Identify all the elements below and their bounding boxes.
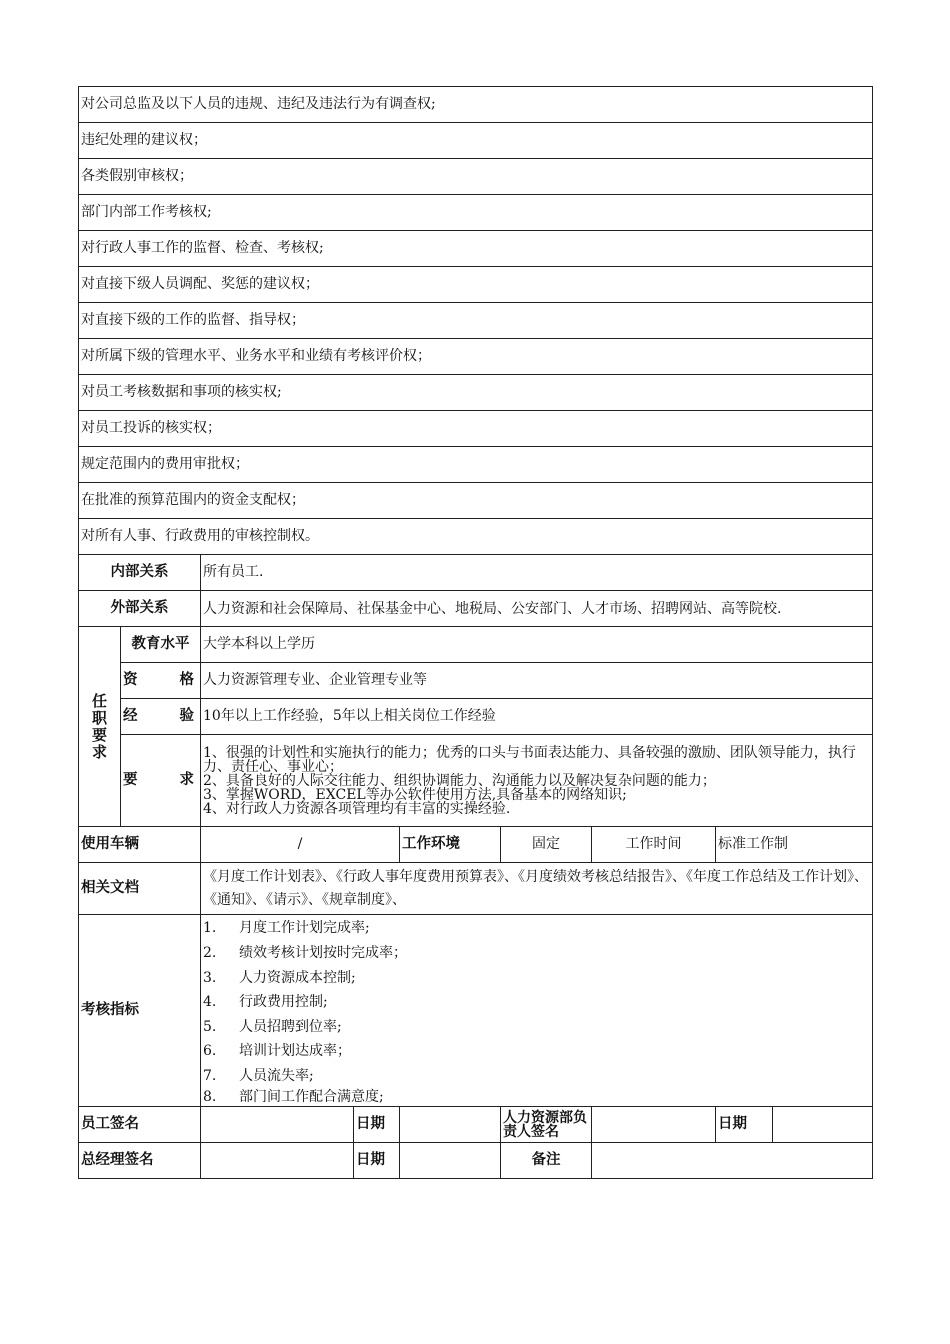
kpi-item: 4. 行政费用控制; [203, 994, 328, 1011]
education-label: 教育水平 [121, 627, 201, 663]
gm-signature-field[interactable] [201, 1143, 354, 1179]
qualification-label-b: 格 [179, 672, 194, 688]
documents-label: 相关文档 [79, 863, 201, 915]
job-description-table [78, 86, 873, 1179]
employee-signature-label: 员工签名 [79, 1107, 201, 1143]
experience-label [121, 699, 201, 735]
kpi-item: 7. 人员流失率; [203, 1067, 314, 1084]
employee-date-label: 日期 [354, 1107, 400, 1143]
qualification-value: 人力资源管理专业、企业管理专业等 [201, 663, 873, 699]
requirements-section-cell [79, 627, 121, 827]
vehicle-label: 使用车辆 [79, 827, 201, 863]
kpi-item: 5. 人员招聘到位率; [203, 1018, 342, 1035]
requirement-label-b: 求 [179, 772, 194, 788]
kpi-label: 考核指标 [79, 915, 201, 1107]
right-item: 对员工考核数据和事项的核实权; [79, 375, 873, 411]
experience-label-a: 经 [123, 708, 138, 724]
right-item: 各类假别审核权； [79, 159, 873, 195]
work-time-label: 工作时间 [592, 827, 716, 863]
hr-head-signature-field[interactable] [592, 1107, 716, 1143]
requirement-item: 3、掌握WORD，EXCEL等办公软件使用方法,具备基本的网络知识; [203, 786, 627, 803]
kpi-item: 1. 月度工作计划完成率; [203, 920, 370, 937]
kpi-item: 2. 绩效考核计划按时完成率； [203, 945, 407, 962]
right-item: 在批准的预算范围内的资金支配权； [79, 483, 873, 519]
right-item: 违纪处理的建议权； [79, 123, 873, 159]
education-value: 大学本科以上学历 [201, 627, 873, 663]
hr-date-field[interactable] [773, 1107, 873, 1143]
gm-date-field[interactable] [400, 1143, 501, 1179]
right-item: 对所属下级的管理水平、业务水平和业绩有考核评价权； [79, 339, 873, 375]
gm-signature-label: 总经理签名 [79, 1143, 201, 1179]
employee-date-field[interactable] [400, 1107, 501, 1143]
internal-relation-value: 所有员工. [201, 555, 873, 591]
experience-value: 10年以上工作经验，5年以上相关岗位工作经验 [201, 699, 873, 735]
right-item: 对直接下级的工作的监督、指导权； [79, 303, 873, 339]
qualification-label-a: 资 [123, 672, 138, 688]
gm-date-label: 日期 [354, 1143, 400, 1179]
work-time-value: 标准工作制 [716, 827, 873, 863]
requirement-label-a: 要 [123, 772, 138, 788]
remark-field[interactable] [592, 1143, 873, 1179]
requirements-section-label: 任职要求 [91, 691, 107, 761]
hr-head-signature-label: 人力资源部负责人签名 [501, 1107, 592, 1143]
documents-value: 《月度工作计划表》、《行政人事年度费用预算表》、《月度绩效考核总结报告》、《年度工作总结及工作计划》、《通知》、《请示》、《规章制度》、 [201, 863, 873, 915]
employee-signature-field[interactable] [201, 1107, 354, 1143]
environment-value: 固定 [501, 827, 592, 863]
kpi-item: 6. 培训计划达成率； [203, 1043, 351, 1060]
requirement-value [201, 735, 873, 827]
qualification-label [121, 663, 201, 699]
right-item: 对公司总监及以下人员的违规、违纪及违法行为有调查权; [79, 87, 873, 123]
remark-label: 备注 [501, 1143, 592, 1179]
requirement-item: 4、对行政人力资源各项管理均有丰富的实操经验. [203, 800, 511, 817]
requirement-label [121, 735, 201, 827]
right-item: 对行政人事工作的监督、检查、考核权; [79, 231, 873, 267]
environment-label: 工作环境 [400, 827, 501, 863]
external-relation-value: 人力资源和社会保障局、社保基金中心、地税局、公安部门、人才市场、招聘网站、高等院校. [201, 591, 873, 627]
right-item: 部门内部工作考核权; [79, 195, 873, 231]
right-item: 规定范围内的费用审批权； [79, 447, 873, 483]
experience-label-b: 验 [179, 708, 194, 724]
right-item: 对直接下级人员调配、奖惩的建议权； [79, 267, 873, 303]
external-relation-label: 外部关系 [79, 591, 201, 627]
right-item: 对所有人事、行政费用的审核控制权。 [79, 519, 873, 555]
kpi-item: 8. 部门间工作配合满意度; [203, 1088, 384, 1105]
kpi-list [201, 915, 873, 1107]
hr-date-label: 日期 [716, 1107, 773, 1143]
kpi-item: 3. 人力资源成本控制; [203, 969, 356, 986]
requirement-item: 1、很强的计划性和实施执行的能力；优秀的口头与书面表达能力、具备较强的激励、团队领导能力，执行力、责任心、事业心； [203, 744, 856, 775]
requirement-item: 2、具备良好的人际交往能力、组织协调能力、沟通能力以及解决复杂问题的能力； [203, 772, 716, 789]
vehicle-value: / [201, 827, 400, 863]
right-item: 对员工投诉的核实权； [79, 411, 873, 447]
internal-relation-label: 内部关系 [79, 555, 201, 591]
